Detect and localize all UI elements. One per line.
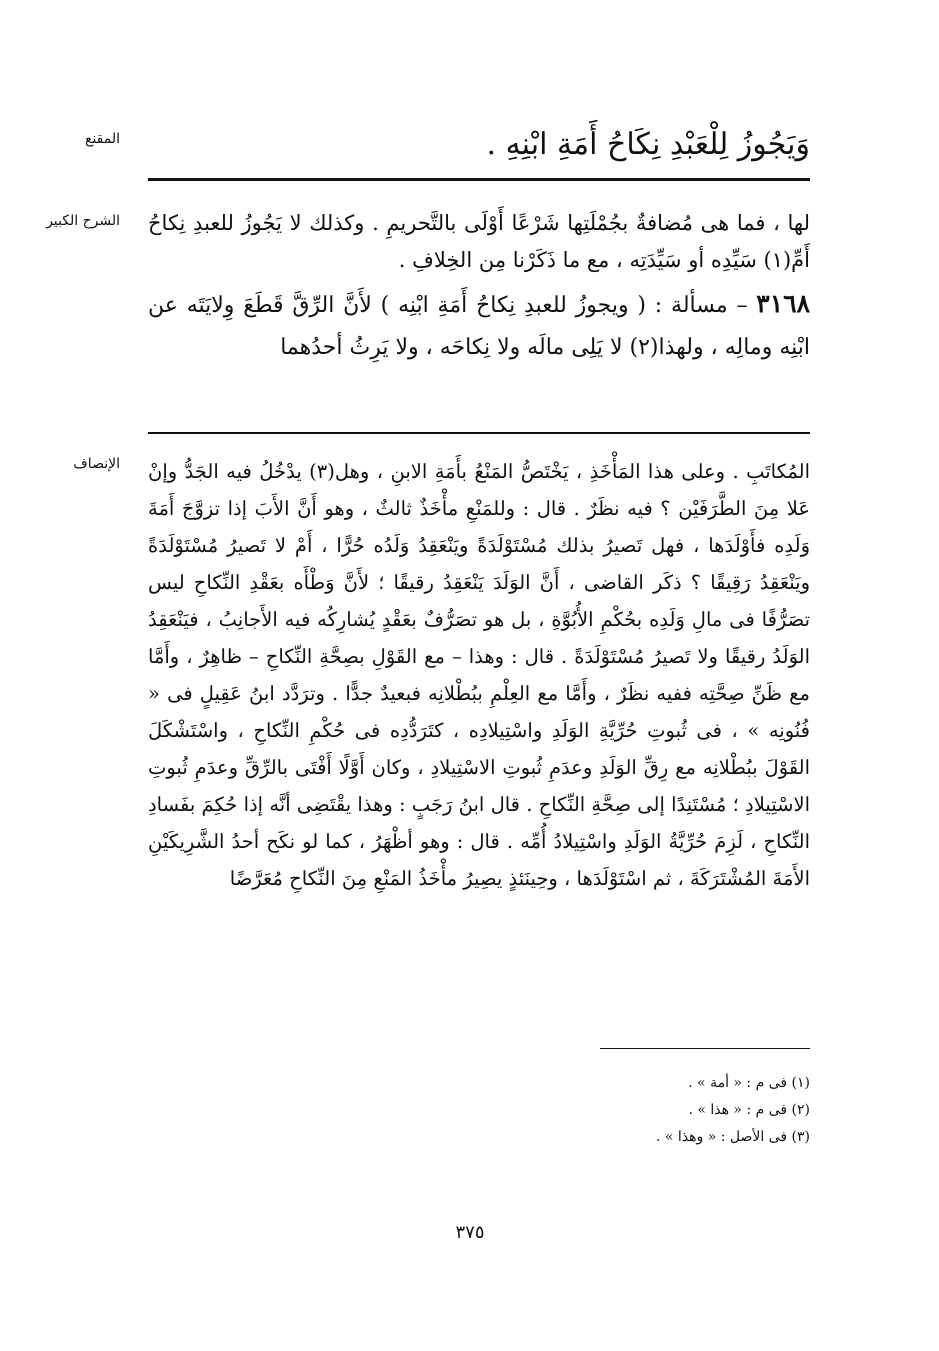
page-number: ٣٧٥ xyxy=(455,1222,485,1243)
footnotes xyxy=(500,1070,810,1151)
insaf-paragraph: المُكاتَبِ . وعلى هذا المَأْخَذِ ، يَخْتَصُّ المَنْعُ بأَمَةِ الابنِ ، وهل(٣) يدْخُلُ فيه الجَدُّ وإنْ عَلا مِنَ الطَّرَفَيْن ؟ فيه نظَرٌ . قال : وللمَنْعِ مأْخَذٌ ثالثٌ ، وهو أَنَّ الأَبَ إذا تزوَّجَ أَمَةَ وَلَدِه فأَوْلَدَها ، فهل تَصيرُ بذلك مُسْتَوْلَدَةً ويَنْعَقِدُ وَلَدُه حُرًّا ، أَمْ لا تَصيرُ مُسْتَوْلَدَةً ويَنْعَقِدُ رَقِيقًا ؟ ذكَر القاضى ، أَنَّ الوَلَدَ يَنْعَقِدُ رقيقًا ؛ لأَنَّ وَطْأَه بعَقْدِ النِّكاحِ ليس تصَرُّفًا فى مالِ وَلَدِه بحُكْمِ الأُبُوَّةِ ، بل هو تصَرُّفٌ بعَقْدٍ يُشارِكُه فيه الأَجانِبُ ، فيَنْعَقِدُ الوَلَدُ رقيقًا ولا تَصيرُ مُسْتَوْلَدَةً . قال : وهذا – مع القَوْلِ بصِحَّةِ النِّكاحِ – ظاهِرٌ ، وأَمَّا مع ظَنِّ صِحَّتِه ففيه نظَرٌ ، وأَمَّا مع العِلْمِ ببُطْلانِه فبعيدٌ جدًّا . وترَدَّد ابنُ عَقِيلٍ فى « فُنُونِه » ، فى ثُبوتِ حُرِّيَّةِ الوَلَدِ واسْتِيلادِه ، كتَرَدُّدِه فى حُكْمِ النِّكاحِ ، واسْتَشْكَلَ القَوْلَ ببُطْلانِه مع رِقِّ الوَلَدِ وعدَمِ ثُبوتِ الاسْتِيلادِ ، وكان أَوَّلًا أَفْتَى بالرِّقِّ وعدَمِ ثُبوتِ الاسْتِيلادِ ؛ مُسْتَنِدًا إلى صِحَّةِ النِّكاحِ . قال ابنُ رَجَبٍ : وهذا يقْتَضِى أنَّه إذا حُكِمَ بفَسادِ النِّكاحِ ، لَزِمَ حُرِّيَّةُ الوَلَدِ واسْتِيلادُ أُمِّه . قال : وهو أظْهَرُ ، كما لو نكَح أحدُ الشَّرِيكَيْنِ الأَمَةَ المُشْتَرَكَةَ ، ثم اسْتَوْلَدَها ، وحِينَئذٍ يصِيرُ مأْخَذُ المَنْعِ مِنَ النِّكاحِ مُعَرَّضًا xyxy=(148,460,810,890)
mugni-line: وَيَجُوزُ لِلْعَبْدِ نِكَاحُ أَمَةِ ابْنِهِ . xyxy=(486,127,810,162)
footnote-item: (١) فى م : « أمة » . xyxy=(688,1075,810,1091)
section-label-insaf: الإنصاف xyxy=(73,456,120,472)
section-label-sharh: الشرح الكبير xyxy=(46,213,120,229)
sharh-text xyxy=(148,205,810,369)
section-divider-middle xyxy=(148,432,810,434)
sharh-paragraph: لها ، فما هى مُضافةٌ بجُمْلَتِها شَرْعًا أَوْلَى بالتَّحريمِ . وكذلك لا يَجُوزُ للعبدِ نِكاحُ أَمِّ(١) سَيِّدِه أو سَيِّدَتِه ، مع ما ذَكَرْنا مِن الخِلافِ . xyxy=(148,211,810,272)
section-label-mugni: المقنع xyxy=(84,131,120,147)
insaf-text xyxy=(148,453,810,897)
footnote-divider xyxy=(600,1048,810,1049)
masala-paragraph xyxy=(148,283,810,369)
footnote-item: (٢) فى م : « هذا » . xyxy=(688,1102,810,1118)
section-divider-top xyxy=(148,178,810,181)
mugni-text xyxy=(148,122,810,168)
masala-number: ٣١٦٨ xyxy=(756,289,810,318)
footnote-item: (٣) فى الأصل : « وهذا » . xyxy=(655,1129,810,1145)
masala-text: – مسألة : ( ويجوزُ للعبدِ نِكاحُ أَمَةِ ابْنِه ) لأَنَّ الرِّقَّ قَطَعَ وِلايَتَه عن ابْنِه ومالِه ، ولهذا(٢) لا يَلِى مالَه ولا نِكاحَه ، ولا يَرِثُ أحدُهما xyxy=(148,293,810,360)
